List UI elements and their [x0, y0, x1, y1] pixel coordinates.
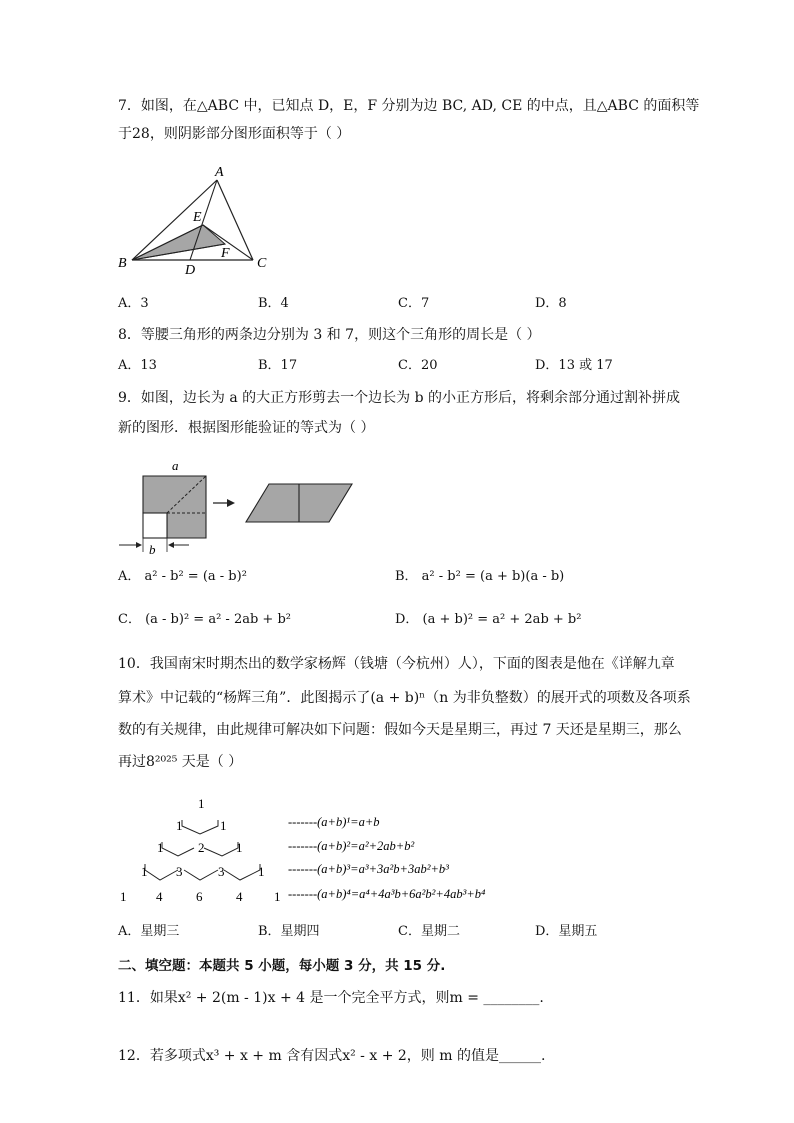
q7-option-a: A．3 [118, 296, 149, 311]
q9-option-d: D． (a + b)² = a² + 2ab + b² [395, 612, 582, 627]
q9-square-figure [115, 456, 365, 558]
coef-r0-0: 1 [198, 796, 205, 811]
b-arrowhead-left [136, 542, 142, 548]
label-d: D [185, 263, 196, 277]
coef-r3-1: 3 [176, 864, 183, 879]
q7-line2: 于28，则阴影部分图形面积等于（ ） [118, 126, 351, 142]
section-heading: 二、填空题：本题共 5 小题，每小题 3 分，共 15 分. [118, 958, 446, 974]
transform-arrowhead [227, 499, 235, 507]
q8-option-a: A．13 [118, 358, 157, 373]
coef-r2-1: 2 [198, 840, 205, 855]
q10-option-c: C．星期二 [398, 924, 460, 939]
yanghui-triangle-figure [112, 794, 512, 910]
q8-option-c: C．20 [398, 358, 438, 373]
q9-option-c: C． (a - b)² = a² - 2ab + b² [118, 612, 291, 627]
removed-small-square [143, 513, 167, 538]
label-e: E [193, 210, 202, 225]
q7-line1: 7．如图，在△ABC 中，已知点 D，E，F 分别为边 BC, AD, CE 的中点，且△ABC 的面积等 [118, 98, 700, 114]
coef-r3-2: 3 [218, 864, 225, 879]
expansion-1: -------(a+b)¹=a+b [288, 815, 380, 829]
label-a: a [172, 458, 179, 473]
q9-option-a: A． a² - b² = (a - b)² [118, 569, 247, 584]
q8-option-b: B．17 [258, 358, 298, 373]
expansion-4: -------(a+b)⁴=a⁴+4a³b+6a²b²+4ab³+b⁴ [288, 887, 486, 901]
coef-r3-3: 1 [258, 864, 265, 879]
q7-triangle-figure [110, 162, 280, 277]
q10-line4: 再过8²⁰²⁵ 天是（ ） [118, 754, 243, 770]
b-arrowhead-right [168, 542, 174, 548]
label-f: F [221, 246, 230, 261]
coef-r1-1: 1 [220, 818, 227, 833]
coef-r4-3: 4 [236, 889, 243, 904]
q7-option-c: C．7 [398, 296, 430, 311]
q7-option-b: B．4 [258, 296, 289, 311]
coef-r4-4: 1 [274, 889, 281, 904]
q10-line1: 10．我国南宋时期杰出的数学家杨辉（钱塘（今杭州）人），下面的图表是他在《详解九章 [118, 656, 675, 672]
q7-option-d: D．8 [535, 296, 567, 311]
coef-r1-0: 1 [176, 818, 183, 833]
q8-line1: 8．等腰三角形的两条边分别为 3 和 7，则这个三角形的周长是（ ） [118, 327, 541, 343]
coef-r3-0: 1 [141, 864, 148, 879]
expansion-2: -------(a+b)²=a²+2ab+b² [288, 839, 415, 853]
expansion-3: -------(a+b)³=a³+3a²b+3ab²+b³ [288, 862, 449, 876]
q9-line1: 9．如图，边长为 a 的大正方形剪去一个边长为 b 的小正方形后，将剩余部分通过割补拼成 [118, 390, 681, 406]
q11-line1: 11．如果x² + 2(m - 1)x + 4 是一个完全平方式，则m = ________. [118, 990, 544, 1006]
q10-option-a: A．星期三 [118, 924, 180, 939]
coef-r4-2: 6 [196, 889, 203, 904]
coef-r4-1: 4 [156, 889, 163, 904]
label-c: C [257, 256, 267, 271]
q9-line2: 新的图形．根据图形能验证的等式为（ ） [118, 420, 375, 436]
coef-r2-2: 1 [236, 840, 243, 855]
q10-line3: 数的有关规律，由此规律可解决如下问题：假如今天是星期三，再过 7 天还是星期三，那么 [118, 722, 682, 738]
coef-r2-0: 1 [157, 840, 164, 855]
label-b: b [149, 542, 156, 557]
q10-line2: 算术》中记载的“杨辉三角”．此图揭示了(a + b)ⁿ（n 为非负整数）的展开式的项数及各项系 [118, 690, 691, 706]
coef-r4-0: 1 [120, 889, 127, 904]
q10-option-b: B．星期四 [258, 924, 320, 939]
label-b: B [118, 256, 127, 271]
q9-option-b: B． a² - b² = (a + b)(a - b) [395, 569, 565, 584]
q12-line1: 12．若多项式x³ + x + m 含有因式x² - x + 2，则 m 的值是______. [118, 1048, 546, 1064]
q8-option-d: D．13 或 17 [535, 358, 613, 373]
q10-option-d: D．星期五 [535, 924, 598, 939]
label-a: A [215, 165, 224, 180]
